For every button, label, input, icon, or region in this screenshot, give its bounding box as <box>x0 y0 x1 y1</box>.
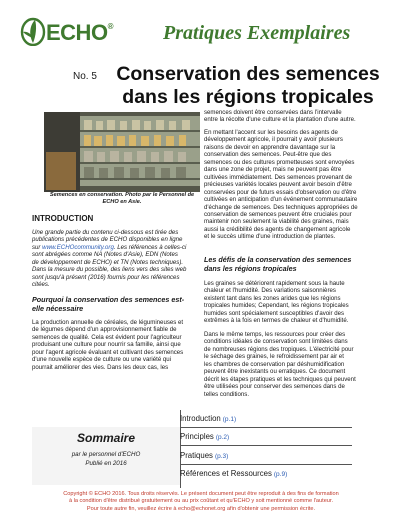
photo-caption: Semences en conservation. Photo par le Personnel de ECHO en Asie. <box>49 192 195 206</box>
right-paragraph-3: Les graines se détériorent rapidement sous la haute chaleur et l'humidité. Des variations saisonnières existent tant dans les zones arides que les régions tropicales humides; Cependant, les régions tropicales humides sont spécialement susceptibles d'avoir des extrêmes à la fois en termes de chaleur et d'humidité. <box>204 280 349 325</box>
echocommunity-link[interactable]: www.ECHOcommunity.org <box>42 243 114 251</box>
why-conserve-heading: Pourquoi la conservation des semences est- elle nécessaire <box>32 295 185 313</box>
introduction-paragraph: Une grande partie du contenu ci-dessous est tirée des publications précédentes de ECHO disponibles en ligne sur www.ECHOcommunity.org. Les références à celles-ci sont abrégées comme NA (Notes d'Asie), EDN (Notes de développement de ECHO) et TN (Notes techniques). Dans la mesure du possible, des liens vers des sites web sont jusqu'à présent (2016) fournis pour les références citées. <box>32 229 187 289</box>
series-title: Pratiques Exemplaires <box>163 22 351 44</box>
right-paragraph-4: Dans le même temps, les ressources pour créer des conditions idéales de conservation sont limitées dans de nombreuses régions des tropiques. L'électricité pour le séchage des graines, le refroidissement par air et les chambres de conservation par déshumidification peuvent être inexistants ou erratiques. Ce document décrit les étapes pratiques et les techniques qui peuvent être utilisées pour conserver des semences dans de telles conditions. <box>204 331 356 398</box>
copyright-footer: Copyright © ECHO 2016. Tous droits réservés. Le présent document peut être reproduit à des fins de formation à la condition d'être distribué gratuitement ou au prix coûtant et qu'ECHO y soit mentionné comme l'auteur. Pour toute autre fin, veuillez écrire à echo@echonet.org afin d'obtenir une permission écrite. <box>63 491 339 512</box>
toc-item-principles[interactable]: Principles (p.2) <box>180 432 230 441</box>
seed-storage-photo <box>44 112 200 192</box>
right-paragraph-2: En mettant l'accent sur les besoins des agents de développement agricole, il pourrait y avoir plusieurs raisons de devoir en apprendre davantage sur la conservation des semences. Peut-être que des semences ou des cultures prometteuses sont envoyées dans une zone de projet, mais ne peuvent pas être cultivées immédiatement. Des semences provenant de précieuses variétés locales peuvent avoir besoin d'être conservées pour de futurs essais d'observation ou d'être cultivées en anticipation d'un événement communautaire d'échange de semences. Des techniques appropriées de conservation de semences peuvent être cruciales pour maintenir non seulement la viabilité des graines, mais aussi la crédibilité des agents de changement agricole et le succès ultime d'une introduction de plantes. <box>204 129 358 241</box>
toc-item-references[interactable]: Références et Ressources (p.9) <box>180 469 288 478</box>
toc-rule <box>180 464 352 465</box>
toc-rule <box>180 445 352 446</box>
summary-year: Publié en 2016 <box>85 460 127 467</box>
summary-title: Sommaire <box>76 431 136 445</box>
summary-author: par le personnel d'ECHO <box>71 451 141 458</box>
why-conserve-paragraph: La production annuelle de céréales, de légumineuses et de légumes dépend d'un approvisionnement fiable de semences de qualité. Cela est évident pour l'agriculteur produisant une culture pour nourrir sa famille, ainsi que pour l'agent agricole évaluant et cultivant des semences d'une nouvelle espèce de culture ou une variété qui pourrait améliorer des vies. Dans les deux cas, les <box>32 319 184 371</box>
toc-rule <box>180 427 352 428</box>
brand-name: ECHO® <box>46 20 113 45</box>
toc-item-practices[interactable]: Pratiques (p.3) <box>180 451 229 460</box>
right-paragraph-1: semences doivent être conservées dans l'intervalle entre la récolte d'une culture et la plantation d'une autre. <box>204 109 356 124</box>
toc-item-introduction[interactable]: Introduction (p.1) <box>180 414 237 423</box>
document-number: No. 5 <box>73 71 97 82</box>
introduction-heading: INTRODUCTION <box>32 214 94 223</box>
challenges-heading: Les défis de la conservation des semences dans les régions tropicales <box>204 255 352 273</box>
document-title: Conservation des semences dans les régions tropicales <box>116 63 380 108</box>
echo-logo-icon <box>20 16 46 46</box>
